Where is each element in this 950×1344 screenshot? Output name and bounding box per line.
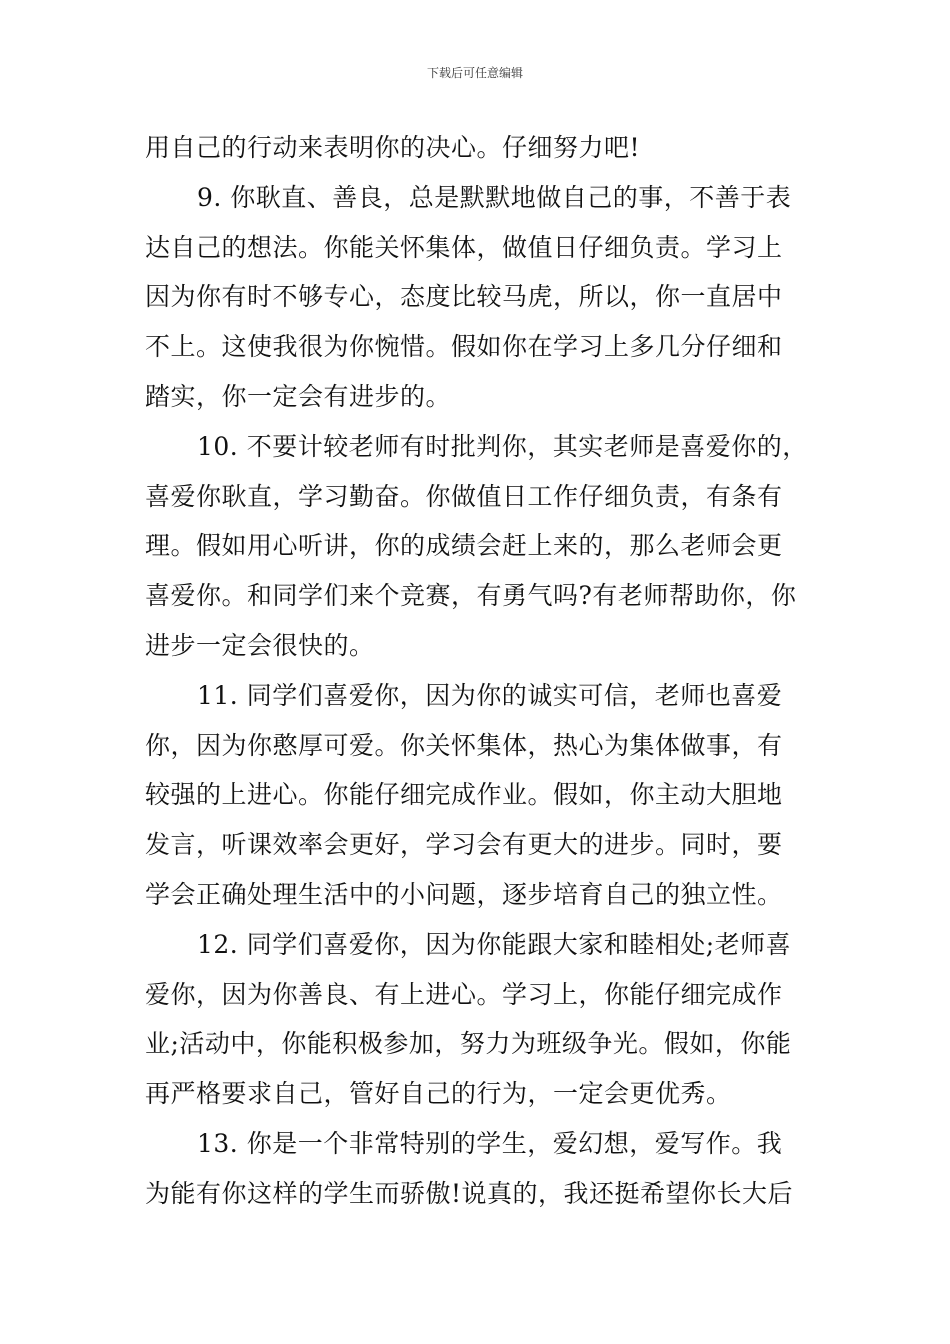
text-line: 你，因为你憨厚可爱。你关怀集体，热心为集体做事，有 xyxy=(145,730,783,760)
text-line: 用自己的行动来表明你的决心。仔细努力吧! xyxy=(145,133,641,162)
text-line: 13. 你是一个非常特别的学生，爱幻想，爱写作。我 xyxy=(197,1128,783,1158)
text-line: 不上。这使我很为你惋惜。假如你在学习上多几分仔细和 xyxy=(145,332,783,362)
text-line: 进步一定会很快的。 xyxy=(145,630,375,660)
text-line: 12. 同学们喜爱你，因为你能跟大家和睦相处;老师喜 xyxy=(197,929,792,959)
text-line: 较强的上进心。你能仔细完成作业。假如，你主动大胆地 xyxy=(145,780,783,810)
text-line: 学会正确处理生活中的小问题，逐步培育自己的独立性。 xyxy=(145,879,783,909)
page-header: 下载后可任意编辑 xyxy=(426,66,523,80)
text-line: 发言，听课效率会更好，学习会有更大的进步。同时，要 xyxy=(145,830,783,860)
text-line: 11. 同学们喜爱你，因为你的诚实可信，老师也喜爱 xyxy=(197,680,783,710)
text-line: 10. 不要计较老师有时批判你，其实老师是喜爱你的， xyxy=(197,431,808,461)
text-line: 因为你有时不够专心，态度比较马虎，所以，你一直居中 xyxy=(145,282,783,312)
text-line: 喜爱你耿直，学习勤奋。你做值日工作仔细负责，有条有 xyxy=(145,481,783,511)
text-line: 再严格要求自己，管好自己的行为，一定会更优秀。 xyxy=(145,1079,732,1109)
text-line: 爱你，因为你善良、有上进心。学习上，你能仔细完成作 xyxy=(145,979,783,1009)
text-line: 踏实，你一定会有进步的。 xyxy=(145,381,452,411)
text-line: 业;活动中，你能积极参加，努力为班级争光。假如，你能 xyxy=(145,1029,792,1059)
text-line: 理。假如用心听讲，你的成绩会赶上来的，那么老师会更 xyxy=(145,531,783,561)
text-line: 喜爱你。和同学们来个竞赛，有勇气吗?有老师帮助你，你 xyxy=(145,581,797,611)
text-line: 9. 你耿直、善良，总是默默地做自己的事，不善于表 xyxy=(197,182,792,212)
document-body xyxy=(145,132,809,1228)
text-line: 为能有你这样的学生而骄傲!说真的，我还挺希望你长大后 xyxy=(145,1178,794,1208)
text-line: 达自己的想法。你能关怀集体，做值日仔细负责。学习上 xyxy=(145,232,783,262)
